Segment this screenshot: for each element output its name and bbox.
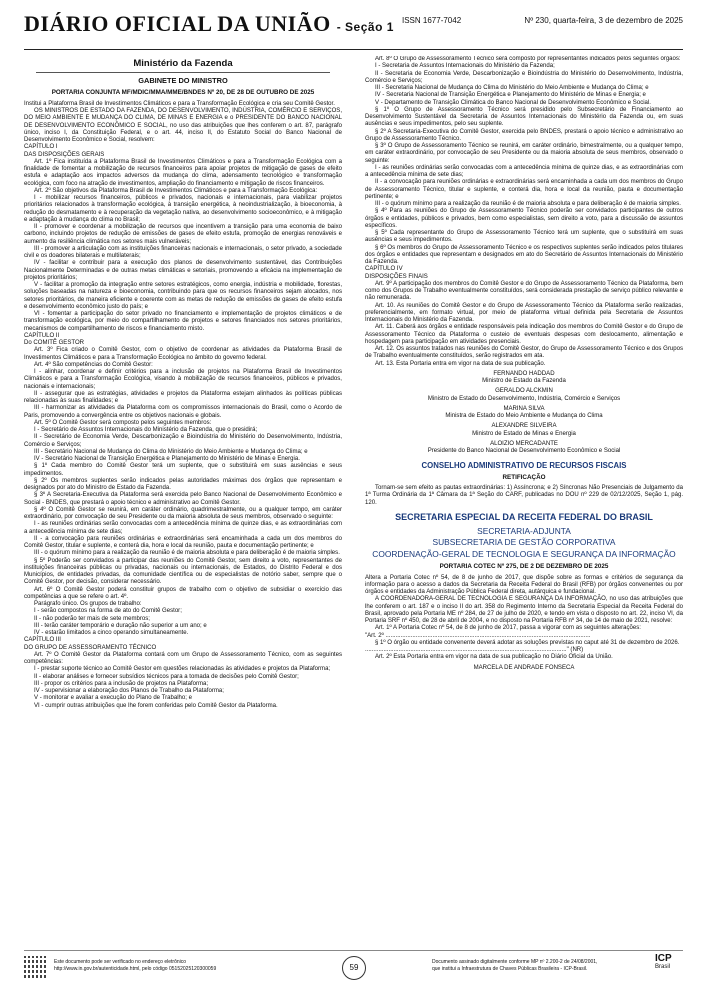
signatory-name: GERALDO ALCKMIN	[495, 388, 553, 395]
left-paragraph: VI - fomentar a participação do setor privado no financiamento e implementação de projetos climáticos e de transformação ecológica, por meio do compartilhamento de projetos e setores financiados nos setores prioritários, mecanismos de compartilhamento de riscos e financiamento misto.	[24, 311, 342, 332]
left-paragraph: OS MINISTROS DE ESTADO DA FAZENDA, DO DESENVOLVIMENTO, INDÚSTRIA, COMÉRCIO E SERVIÇOS, DO MEIO AMBIENTE E MUDANÇA DO CLIMA, DE MINAS E ENERGIA e o PRESIDENTE DO BANCO NACIONAL DE DESENVOLVIMENTO ECONÔMICO E SOCIAL, no uso das atribuições que lhes conferem o art. 87, parágrafo único, inciso I, da Constituição Federal, e o art. 44, inciso II, do Estatuto Social do Banco Nacional de Desenvolvimento Econômico e Social, resolvem:	[24, 108, 342, 144]
left-paragraph: IV - facilitar e contribuir para a execução dos planos de desenvolvimento sustentável, das Contribuições Nacionalmente Determinadas e de outras metas climáticas e setoriais, promovendo a eficácia na implementação de projetos prioritários;	[24, 260, 342, 281]
cotec-paragraph: A COORDENADORA-GERAL DE TECNOLOGIA E SEGURANÇA DA INFORMAÇÃO, no uso das atribuições que lhe conferem o art. 187 e o inciso II do art. 358 do Regimento Interno da Secretaria Especial da Receita Federal do Brasil, aprovado pela Portaria ME nº 284, de 27 de julho de 2020, e tendo em vista o disposto no art. 22, inciso VI, da Portaria SRF nº 450, de 28 de abril de 2004, e no disposto na Portaria RFB nº 34, de 14 de maio de 2021, resolve:	[365, 596, 683, 625]
right-paragraph: § 1º O Grupo de Assessoramento Técnico será presidido pelo Subsecretário de Financiamento ao Desenvolvimento Sustentável da Secretaria de Assuntos Internacionais do Ministério da Fazenda ou, em suas ausências e seus impedimentos, pelo seu suplente.	[365, 106, 683, 128]
section-label: - Seção 1	[336, 20, 394, 34]
art-quote: "Art. 2º ..........................................................................................................................	[365, 632, 591, 639]
left-paragraph: CAPÍTULO II	[24, 332, 60, 339]
signatory-name: ALEXANDRE SILVEIRA	[491, 423, 557, 430]
carf-title: CONSELHO ADMINISTRATIVO DE RECURSOS FISCAIS	[421, 461, 627, 471]
cotec-para-3: § 1º O órgão ou entidade convenente deverá adotar as soluções previstas no caput até 31 de dezembro de 2026.	[375, 639, 680, 646]
retificacao-text: Tornam-se sem efeito as pautas extraordinárias: 1) Assíncrona; e 2) Síncronas Não Presenciais de Julgamento da 1ª Turma Ordinária da 1ª Câmara da 1ª Seção do CARF, publicadas no DOU nº 229 de 02/12/2025, Seção 1, pág. 120.	[365, 485, 683, 506]
left-paragraph: Art. 4º São competências do Comitê Gestor:	[34, 361, 153, 368]
cotec-signature: MARCELA DE ANDRADE FONSECA	[473, 664, 575, 671]
cotec-title: PORTARIA COTEC Nº 275, DE 2 DE DEZEMBRO DE 2025	[439, 563, 609, 571]
left-paragraph: Do COMITÊ GESTOR	[24, 340, 85, 347]
left-paragraph: Art. 2º São objetivos da Plataforma Brasil de Investimentos Climáticos e para a Transformação Ecológica:	[34, 187, 318, 194]
portaria-ementa: Institui a Plataforma Brasil de Investimentos Climáticos e para a Transformação Ecológica e cria seu Comitê Gestor.	[24, 100, 335, 107]
footer-verification-line1: Este documento pode ser verificado no endereço eletrônico	[54, 959, 187, 965]
footer-rule	[24, 950, 683, 951]
signature-block	[365, 441, 683, 456]
left-paragraph: II - assegurar que as estratégias, atividades e projetos da Plataforma estejam alinhados às políticas públicas relacionadas às suas finalidades; e	[24, 390, 342, 405]
portaria-title: PORTARIA CONJUNTA MF/MDIC/MMA/MME/BNDES Nº 20, DE 28 DE OUTUBRO DE 2025	[51, 89, 315, 97]
footer-verification	[54, 959, 304, 973]
right-paragraph: § 5º Cada representante do Grupo de Assessoramento Técnico terá um suplente, que o substituirá em suas ausências e seus impedimentos.	[365, 230, 683, 244]
right-paragraph: § 6º Os membros do Grupo de Assessoramento Técnico e os respectivos suplentes serão indicados pelos titulares dos órgãos e entidades que representam e designados em ato do Secretário de Assuntos Internacionais do Ministério da Fazenda.	[365, 244, 683, 265]
left-paragraph: § 1º Cada membro do Comitê Gestor terá um suplente, que o substituirá em suas ausências e seus impedimentos.	[24, 463, 342, 477]
office-title: GABINETE DO MINISTRO	[138, 76, 228, 86]
right-paragraph: DISPOSIÇÕES FINAIS	[365, 273, 428, 280]
rfb-subtitles	[365, 526, 683, 560]
footer-note-line2: que institui a Infraestrutura de Chaves Públicas Brasileira - ICP-Brasil.	[432, 965, 588, 972]
icp-logo-text: ICP	[655, 953, 672, 964]
left-paragraph: II - elaborar análises e fornecer subsídios técnicos para a tomada de decisões pelo Comitê Gestor;	[34, 673, 299, 680]
left-paragraph: I - prestar suporte técnico ao Comitê Gestor em questões relacionadas às atividades e projetos da Plataforma;	[34, 666, 331, 673]
cotec-ementa: Altera a Portaria Cotec nº 54, de 8 de junho de 2017, que dispõe sobre as formas e critérios de segurança da informação para o acesso a dados da Secretaria da Receita Federal do Brasil (RFB) por órgãos convenentes ou por órgãos e entidades da Administração Pública Federal direta, autárquica e fundacional.	[365, 574, 683, 596]
cotec-paragraph: Art. 1º A Portaria Cotec nº 54, de 8 de junho de 2017, passa a vigorar com as seguintes alterações:	[375, 625, 641, 632]
signatory-name: FERNANDO HADDAD	[493, 370, 555, 377]
left-paragraph: II - Secretário de Economia Verde, Descarbonização e Bioindústria do Ministério do Desenvolvimento, Indústria, Comércio e Serviços;	[24, 434, 342, 448]
left-paragraph: DAS DISPOSIÇÕES GERAIS	[24, 151, 105, 158]
qr-code-pattern	[24, 956, 46, 978]
cotec-para-4: Art. 2º Esta Portaria entra em vigor na data de sua publicação no Diário Oficial da União.	[375, 654, 613, 661]
right-paragraph: III - o quórum mínimo para a realização da reunião é de maioria absoluta e para deliberação é de maioria simples.	[375, 201, 681, 207]
right-paragraph: § 4º Para as reuniões do Grupo de Assessoramento Técnico poderão ser convidados participantes de outros órgãos e entidades, públicos e privados, bem como especialistas, sem direito a voto, para a discussão de assuntos específicos.	[365, 208, 683, 229]
left-paragraph: VI - cumprir outras atribuições que lhe forem conferidas pelo Comitê Gestor da Plataforma.	[34, 702, 278, 709]
left-body	[24, 108, 342, 710]
left-paragraph: IV - supervisionar a elaboração dos Planos de Trabalho da Plataforma;	[34, 688, 224, 695]
footer-note-line1: Documento assinado digitalmente conforme MP nº 2.200-2 de 24/08/2001,	[432, 959, 598, 965]
left-paragraph: Art. 5º O Comitê Gestor será composto pelos seguintes membros:	[34, 419, 212, 426]
header-rule	[24, 49, 683, 50]
left-paragraph: II - a convocação para reuniões ordinárias e extraordinárias será encaminhada a cada um dos membros do Comitê Gestor, titular e suplente, e conterá dia, hora e local da reunião, pauta e documentação pertinente; e	[24, 535, 342, 550]
signature-block	[365, 406, 683, 421]
right-paragraph: § 2º A Secretaria-Executiva do Comitê Gestor, exercida pelo BNDES, prestará o apoio técnico e administrativo ao Grupo de Assessoramento Técnico.	[365, 128, 683, 142]
left-paragraph: III - o quórum mínimo para a realização da reunião é de maioria absoluta e para deliberação é de maioria simples.	[34, 550, 340, 557]
left-paragraph: IV - Secretário Nacional de Transição Energética e Planejamento do Ministério de Minas e Energia.	[34, 456, 300, 463]
left-paragraph: I - as reuniões ordinárias serão convocadas com a antecedência mínima de quinze dias, e as extraordinárias com a antecedência mínima de sete dias;	[24, 521, 342, 535]
left-paragraph: III - harmonizar as atividades da Plataforma com os compromissos internacionais do Brasil, como o Acordo de Paris, promovendo a convergência entre os objetivos nacionais e globais.	[24, 405, 342, 419]
right-paragraph: Art. 13. Esta Portaria entra em vigor na data de sua publicação.	[375, 360, 546, 367]
right-paragraph: Art. 9º A participação dos membros do Comitê Gestor e do Grupo de Assessoramento Técnico da Plataforma, bem como dos Grupos de Trabalho eventualmente constituídos, será considerada prestação de serviço público relevante e não remunerada.	[365, 280, 683, 302]
rfb-sub2: SUBSECRETARIA DE GESTÃO CORPORATIVA	[432, 537, 616, 548]
right-paragraph: Art. 8º O Grupo de Assessoramento Técnico será composto por representantes indicados pelos seguintes órgãos:	[375, 56, 681, 62]
left-paragraph: II - promover e coordenar a mobilização de recursos que incentivem a transição para uma economia de baixo carbono, incluindo projetos de redução de emissões de gases de efeito estufa, promoção de energias renováveis e aumento da resiliência climática nos setores mais vulneráveis;	[24, 224, 342, 245]
left-paragraph: DO GRUPO DE ASSESSORAMENTO TÉCNICO	[24, 644, 157, 651]
edition-info: Nº 230, quarta-feira, 3 de dezembro de 2025	[524, 16, 683, 25]
signatory-role: Ministra de Estado do Meio Ambiente e Mudança do Clima	[445, 413, 603, 419]
right-paragraph: CAPÍTULO IV	[365, 266, 403, 273]
page-footer	[24, 950, 683, 990]
right-paragraph: I - Secretaria de Assuntos Internacionais do Ministério da Fazenda;	[375, 63, 555, 70]
signatory-role: Ministro de Estado de Minas e Energia	[472, 430, 576, 437]
right-paragraph: Art. 10. As reuniões do Comitê Gestor e do Grupo de Assessoramento Técnico da Plataforma serão realizadas, preferencialmente, em formato virtual, por meio de plataforma virtual definida pela Secretaria de Assuntos Internacionais do Ministério da Fazenda.	[365, 302, 683, 323]
left-paragraph: V - monitorar e avaliar a execução do Plano de Trabalho; e	[34, 695, 192, 702]
rfb-sub1: SECRETARIA-ADJUNTA	[477, 525, 571, 536]
right-paragraph: § 3º O Grupo de Assessoramento Técnico se reunirá, em caráter ordinário, bimestralmente, ou a qualquer tempo, em caráter extraordinário, por convocação de seu Presidente ou da maioria absoluta de seus membros, observado o seguinte:	[365, 143, 683, 164]
right-column	[365, 56, 683, 944]
signatory-role: Ministro de Estado do Desenvolvimento, Indústria, Comércio e Serviços	[427, 395, 621, 402]
left-paragraph: § 2º Os membros suplentes serão indicados pelas autoridades máximas dos órgãos que representam e designados por ato do Ministro de Estado da Fazenda.	[24, 477, 342, 492]
left-paragraph: III - Secretário Nacional de Mudança do Clima do Ministério do Meio Ambiente e Mudança do Clima; e	[34, 448, 308, 455]
cotec-body	[365, 596, 683, 632]
left-paragraph: III - terão caráter temporário e duração não superior a um ano; e	[34, 622, 207, 629]
left-paragraph: § 4º O Comitê Gestor se reunirá, em caráter ordinário, quadrimestralmente, ou a qualquer tempo, em caráter extraordinário, por convocação de seu Presidente ou da maioria absoluta de seus membros, observado o seguinte:	[24, 506, 342, 521]
left-paragraph: Parágrafo único. Os grupos de trabalho:	[34, 601, 142, 608]
ministry-title: Ministério da Fazenda	[133, 58, 233, 69]
left-column	[24, 56, 342, 944]
left-paragraph: § 5º Poderão ser convidados a participar das reuniões do Comitê Gestor, sem direito a voto, representantes de instituições financeiras públicas ou privadas, nacionais ou internacionais, de Estados, do Distrito Federal e dos Municípios, de entidades privadas, da comunidade científica ou de especialistas de notório saber, sempre que o Comitê Gestor, por decisão, considerar necessário.	[24, 557, 342, 586]
left-paragraph: Art. 3º Fica criado o Comitê Gestor, com o objetivo de coordenar as atividades da Plataforma Brasil de Investimentos Climáticos e para a Transformação Ecológica no âmbito do governo federal.	[24, 347, 342, 361]
left-paragraph: CAPÍTULO III	[24, 637, 61, 644]
left-paragraph: III - propor os critérios para a inclusão de projetos na Plataforma;	[34, 680, 209, 687]
left-paragraph: I - Secretário de Assuntos Internacionais do Ministério da Fazenda, que o presidirá;	[34, 427, 258, 434]
left-paragraph: Art. 7º O Comitê Gestor da Plataforma contará com um Grupo de Assessoramento Técnico, com as seguintes competências:	[24, 651, 342, 666]
signature-block	[365, 388, 683, 403]
footer-verification-link[interactable]: http://www.in.gov.br/autenticidade.html, pelo código 05152025120300059	[54, 965, 217, 972]
left-paragraph: CAPÍTULO I	[24, 144, 58, 151]
nr-line: ........................................................................................................................" (NR)	[365, 647, 584, 654]
left-paragraph: Art. 6º O Comitê Gestor poderá constituir grupos de trabalho com o objetivo de subsidiar o exercício das competências a que se refere o art. 4º.	[24, 586, 342, 600]
left-paragraph: II - não poderão ter mais de sete membros;	[34, 615, 150, 622]
signatory-name: MARINA SILVA	[503, 405, 545, 412]
signature-block	[365, 423, 683, 438]
left-paragraph: III - promover a articulação com as instituições financeiras nacionais e internacionais, o setor privado, a sociedade civil e os doadores bilaterais e multilaterais;	[24, 245, 342, 260]
page-header	[24, 0, 683, 52]
right-paragraph: I - as reuniões ordinárias serão convocadas com a antecedência mínima de quinze dias, e as extraordinárias com a antecedência mínima de sete dias;	[365, 164, 683, 178]
left-paragraph: V - facilitar a promoção da integração entre setores estratégicos, como energia, indústria e mobilidade, florestas, soluções baseadas na natureza e bioeconomia, contribuindo para que os recursos financeiros sejam alocados, nos setores prioritários, de maneira eficiente e coerente com as metas de redução de emissões de gases de efeito estufa e desenvolvimento econômico justo do país; e	[24, 282, 342, 310]
left-paragraph: I - serão compostos na forma de ato do Comitê Gestor;	[34, 608, 182, 615]
masthead-title: DIÁRIO OFICIAL DA UNIÃO	[24, 11, 331, 36]
icp-logo-subtext: Brasil	[655, 964, 671, 970]
rfb-title: SECRETARIA ESPECIAL DA RECEITA FEDERAL DO BRASIL	[395, 511, 653, 522]
left-paragraph: I - alinhar, coordenar e definir critérios para a inclusão de projetos na Plataforma Brasil de Investimentos Climáticos e para a Transformação Ecológica, visando à mobilização de recursos financeiros, públicos e privados, nacionais e internacionais;	[24, 369, 342, 390]
signatory-role: Presidente do Banco Nacional de Desenvolvimento Econômico e Social	[427, 448, 621, 454]
left-paragraph: I - mobilizar recursos financeiros, públicos e privados, nacionais e internacionais, para viabilizar projetos prioritários relacionados à transformação ecológica, à transição energética, à neoindustrialização, à bioeconomia, à redução do desmatamento e à recuperação da vegetação nativa, ao desenvolvimento socioeconômico, e à mitigação e adaptação à mudança do clima no Brasil;	[24, 195, 342, 223]
footer-signature-note	[432, 959, 647, 973]
right-paragraph: Art. 12. Os assuntos tratados nas reuniões do Comitê Gestor, do Grupo de Assessoramento Técnico e dos Grupos de Trabalho eventualmente constituídos, serão registrados em ata.	[365, 346, 683, 360]
signatory-name: ALOIZIO MERCADANTE	[490, 440, 558, 447]
left-paragraph: IV - estarão limitados a cinco operando simultaneamente.	[34, 630, 189, 637]
icp-brasil-logo	[655, 954, 683, 980]
ministry-divider	[36, 72, 330, 73]
masthead	[24, 11, 394, 37]
retificacao-title: RETIFICAÇÃO	[502, 473, 546, 481]
signatory-role: Ministro de Estado da Fazenda	[482, 378, 566, 384]
page-number: 59	[342, 956, 366, 980]
right-paragraph: IV - Secretaria Nacional de Transição Energética e Planejamento do Ministério de Minas e Energia; e	[375, 92, 646, 99]
right-paragraph: II - a convocação para reuniões ordinárias e extraordinárias será encaminhada a cada um dos membros do Grupo de Assessoramento Técnico, titular e suplente, e conterá dia, hora e local da reunião, pauta e documentação pertinente; e	[365, 179, 683, 200]
rfb-sub3: COORDENAÇÃO-GERAL DE TECNOLOGIA E SEGURANÇA DA INFORMAÇÃO	[372, 548, 676, 559]
right-paragraph: V - Departamento de Transição Climática do Banco Nacional de Desenvolvimento Econômico e Social.	[375, 99, 651, 106]
signatures	[365, 371, 683, 456]
left-paragraph: § 3º A Secretaria-Executiva da Plataforma será exercida pelo Banco Nacional de Desenvolvimento Econômico e Social - BNDES, que prestará o apoio técnico e administrativo ao Comitê Gestor.	[24, 492, 342, 506]
right-paragraph: Art. 11. Caberá aos órgãos e entidade responsáveis pela indicação dos membros do Comitê Gestor e do Grupo de Assessoramento Técnico da Plataforma o custeio de eventuais despesas com deslocamento, alimentação e hospedagem para participação em atividades presenciais.	[365, 324, 683, 345]
left-paragraph: Art. 1º Fica instituída a Plataforma Brasil de Investimentos Climáticos e para a Transformação Ecológica com a finalidade de fomentar a mobilização de recursos financeiros para apoiar projetos de mitigação de gases de efeito estufa e adaptação aos impactos adversos da mudança do clima, adensamento tecnológico e transformação ecológica, com foco na atração de investimentos, ampliação do financiamento e mitigação de riscos financeiros.	[24, 158, 342, 187]
signature-block	[365, 371, 683, 386]
right-paragraph: III - Secretaria Nacional de Mudança do Clima do Ministério do Meio Ambiente e Mudança do Clima; e	[375, 85, 649, 91]
right-body	[365, 56, 683, 368]
right-paragraph: II - Secretaria de Economia Verde, Descarbonização e Bioindústria do Ministério do Desenvolvimento, Indústria, Comércio e Serviços;	[365, 70, 683, 84]
issn: ISSN 1677-7042	[402, 16, 462, 25]
